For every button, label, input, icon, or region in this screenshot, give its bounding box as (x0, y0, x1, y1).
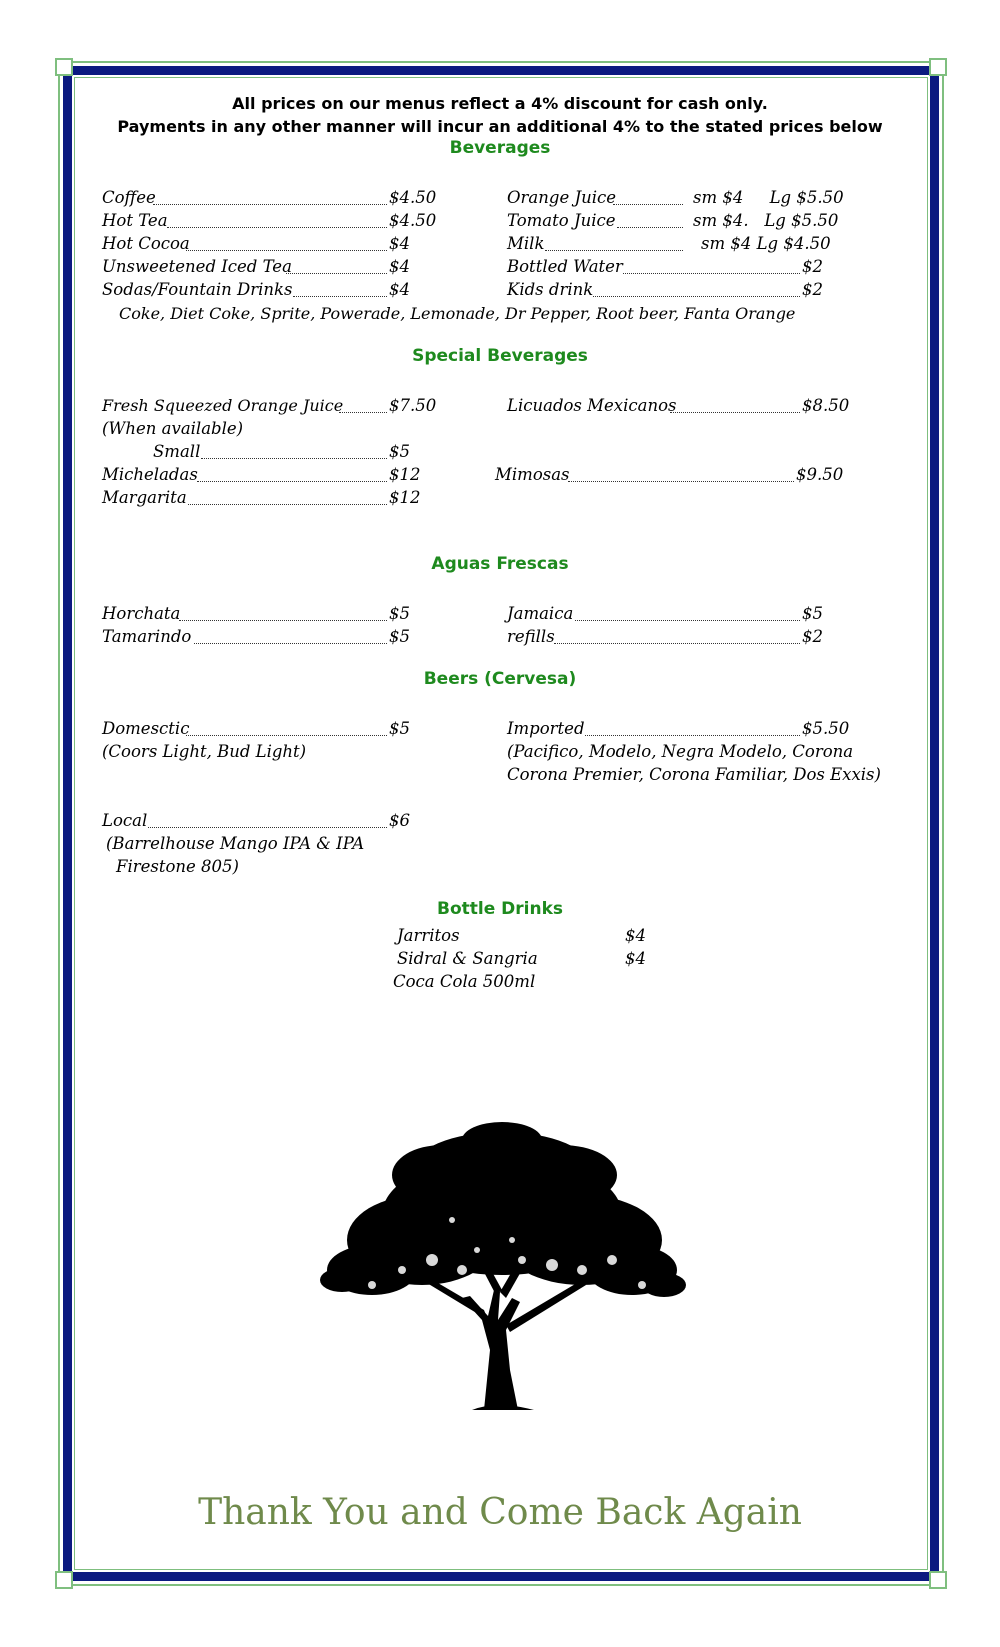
menu-item-name: Licuados Mexicanos (507, 396, 677, 415)
menu-item-price: sm $4 Lg $5.50 (693, 188, 844, 207)
menu-item-price: $2 (802, 627, 823, 646)
menu-item-name: Coffee (102, 188, 156, 207)
dot-leader (575, 620, 800, 621)
menu-item-name: Margarita (102, 488, 187, 507)
menu-item-price: sm $4 Lg $4.50 (701, 234, 831, 253)
menu-item-name: Small (153, 442, 201, 461)
menu-item-note: Corona Premier, Corona Familiar, Dos Exxis) (507, 765, 881, 784)
dot-leader (617, 227, 683, 228)
dot-leader (201, 458, 387, 459)
menu-item-name: Tamarindo (102, 627, 192, 646)
dot-leader (194, 643, 387, 644)
menu-item-name: Coca Cola 500ml (393, 972, 536, 991)
menu-item-price: $4.50 (389, 188, 437, 207)
dot-leader (568, 481, 794, 482)
dot-leader (670, 412, 800, 413)
menu-item-price: $2 (802, 280, 823, 299)
dot-leader (179, 620, 387, 621)
menu-item-name: Milk (507, 234, 545, 253)
dot-leader (186, 250, 387, 251)
dot-leader (613, 204, 683, 205)
thank-you-footer: Thank You and Come Back Again (198, 1492, 802, 1533)
menu-item-price: $2 (802, 257, 823, 276)
menu-item-name: Unsweetened Iced Tea (102, 257, 292, 276)
dot-leader (593, 296, 800, 297)
dot-leader (167, 227, 387, 228)
menu-item-price: $4.50 (389, 211, 437, 230)
card-surcharge-notice: Payments in any other manner will incur an additional 4% to the stated prices below (117, 117, 883, 136)
menu-item-price: $4 (389, 257, 410, 276)
menu-item-note: (Pacifico, Modelo, Negra Modelo, Corona (507, 742, 854, 761)
menu-item-name: Imported (507, 719, 585, 738)
menu-item-price: $5 (389, 604, 410, 623)
dot-leader (153, 204, 387, 205)
special-beverages-heading: Special Beverages (412, 346, 588, 366)
menu-item-name: Tomato Juice (507, 211, 616, 230)
dot-leader (339, 412, 387, 413)
menu-item-note: Firestone 805) (116, 857, 239, 876)
corner-ornament (929, 1571, 947, 1589)
menu-item-name: Sidral & Sangria (397, 949, 538, 968)
menu-item-price: $12 (389, 488, 421, 507)
menu-item-price: $4 (389, 280, 410, 299)
menu-item-price: $4 (389, 234, 410, 253)
dot-leader (554, 643, 800, 644)
menu-item-name: Sodas/Fountain Drinks (102, 280, 293, 299)
dot-leader (186, 735, 387, 736)
dot-leader (197, 481, 387, 482)
menu-item-price: $4 (625, 949, 646, 968)
menu-item-price: $5.50 (802, 719, 850, 738)
menu-item-price: $8.50 (802, 396, 850, 415)
menu-item-name: refills (507, 627, 555, 646)
dot-leader (286, 273, 387, 274)
dot-leader (623, 273, 800, 274)
menu-item-note: (Barrelhouse Mango IPA & IPA (106, 834, 365, 853)
beers-heading: Beers (Cervesa) (423, 669, 577, 689)
menu-item-name: Hot Tea (102, 211, 168, 230)
sodas-list: Coke, Diet Coke, Sprite, Powerade, Lemonade, Dr Pepper, Root beer, Fanta Orange (119, 304, 796, 323)
beverages-heading: Beverages (449, 138, 551, 158)
menu-item-name: Local (102, 811, 148, 830)
dot-leader (293, 296, 387, 297)
menu-item-price: $5 (802, 604, 823, 623)
menu-item-note: (When available) (102, 419, 244, 438)
menu-item-price: $7.50 (389, 396, 437, 415)
menu-item-price: $5 (389, 719, 410, 738)
corner-ornament (55, 1571, 73, 1589)
dot-leader (148, 827, 387, 828)
menu-item-name: Kids drink (507, 280, 594, 299)
menu-item-name: Horchata (102, 604, 181, 623)
menu-item-price: $4 (625, 926, 646, 945)
dot-leader (585, 735, 800, 736)
dot-leader (188, 504, 387, 505)
menu-item-price: $12 (389, 465, 421, 484)
menu-item-price: $5 (389, 442, 410, 461)
cash-discount-notice: All prices on our menus reflect a 4% discount for cash only. (232, 94, 768, 113)
menu-item-name: Orange Juice (507, 188, 616, 207)
menu-item-name: Bottled Water (507, 257, 623, 276)
menu-item-name: Fresh Squeezed Orange Juice (102, 396, 344, 415)
corner-ornament (55, 58, 73, 76)
menu-item-price: sm $4. Lg $5.50 (693, 211, 839, 230)
menu-item-name: Domesctic (102, 719, 190, 738)
dot-leader (545, 250, 683, 251)
menu-item-note: (Coors Light, Bud Light) (102, 742, 307, 761)
menu-item-price: $5 (389, 627, 410, 646)
menu-item-name: Jarritos (397, 926, 460, 945)
menu-item-name: Mimosas (495, 465, 570, 484)
tree-illustration (312, 1120, 692, 1410)
aguas-frescas-heading: Aguas Frescas (431, 554, 569, 574)
menu-item-price: $9.50 (796, 465, 844, 484)
bottle-drinks-heading: Bottle Drinks (436, 899, 563, 919)
menu-item-name: Micheladas (102, 465, 198, 484)
corner-ornament (929, 58, 947, 76)
menu-item-name: Hot Cocoa (102, 234, 190, 253)
menu-item-price: $6 (389, 811, 410, 830)
menu-item-name: Jamaica (507, 604, 574, 623)
